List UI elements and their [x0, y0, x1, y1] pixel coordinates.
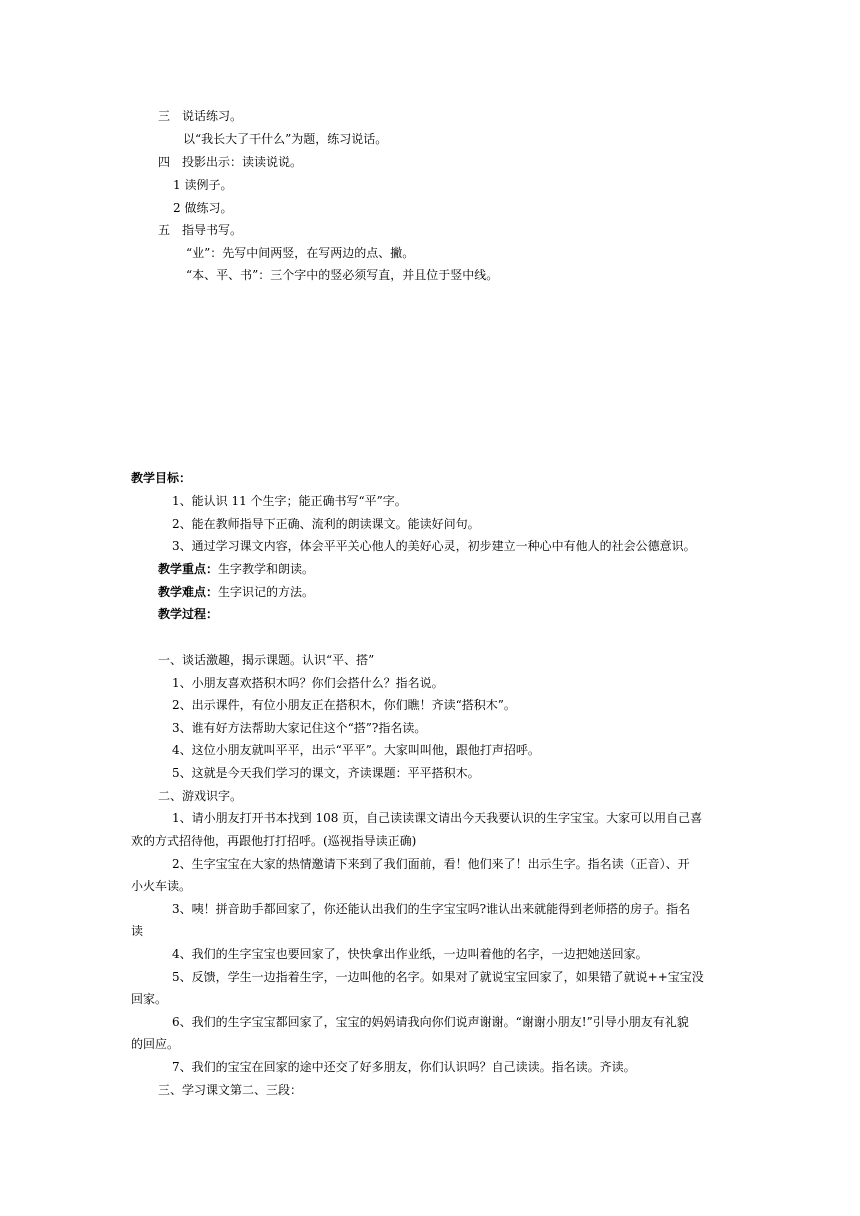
section-1-item: 5、这就是今天我们学习的课文，齐读课题：平平搭积木。 [172, 766, 480, 780]
section-4-item-2: 2 做练习。 [173, 201, 233, 215]
section-2-item-6-cont: 的回应。 [131, 1037, 180, 1051]
teaching-difficulty [158, 584, 314, 600]
section-2-item-4: 4、我们的生字宝宝也要回家了，快快拿出作业纸，一边叫着他的名字，一边把她送回家。 [172, 947, 648, 961]
teaching-goals-label: 教学目标： [131, 471, 192, 485]
section-4-heading: 四 投影出示：读读说说。 [158, 155, 303, 169]
section-1-item: 3、谁有好方法帮助大家记住这个“搭”?指名读。 [172, 721, 427, 735]
section-3-content: 以“我长大了干什么”为题，练习说话。 [183, 132, 388, 146]
section-1-heading: 一、谈话激趣，揭示课题。认识“平、搭” [158, 653, 375, 667]
section-2-item-6: 6、我们的生字宝宝都回家了，宝宝的妈妈请我向你们说声谢谢。“谢谢小朋友!”引导小朋友有礼貌 [172, 1015, 689, 1029]
key-point-label: 教学重点： [158, 562, 219, 576]
key-point-text: 生字教学和朗读。 [218, 562, 315, 576]
goal-2: 2、能在教师指导下正确、流利的朗读课文。能读好问句。 [172, 517, 480, 531]
difficulty-label: 教学难点： [158, 585, 219, 599]
difficulty-text: 生字识记的方法。 [218, 585, 315, 599]
section-3-heading: 三 说话练习。 [158, 109, 243, 123]
goal-3: 3、通过学习课文内容，体会平平关心他人的美好心灵，初步建立一种心中有他人的社会公德意识。 [172, 539, 696, 553]
section-1-item: 2、出示课件，有位小朋友正在搭积木，你们瞧！齐读“搭积木”。 [172, 698, 516, 712]
teaching-key-point [158, 561, 314, 577]
section-1-item: 1、小朋友喜欢搭积木吗？你们会搭什么？指名说。 [172, 676, 444, 690]
section-4-item-1: 1 读例子。 [173, 178, 233, 192]
section-5-heading: 五 指导书写。 [158, 223, 243, 237]
section-2-item-5-cont: 回家。 [131, 992, 168, 1006]
section-2-heading: 二、游戏识字。 [158, 789, 243, 803]
section-1-item: 4、这位小朋友就叫平平，出示“平平”。大家叫叫他，跟他打声招呼。 [172, 743, 540, 757]
section-5-line-1: “业”：先写中间两竖，在写两边的点、撇。 [186, 246, 415, 260]
section-5-line-2: “本、平、书”：三个字中的竖必须写直，并且位于竖中线。 [186, 268, 499, 282]
section-2-item-5: 5、反馈，学生一边指着生字，一边叫他的名字。如果对了就说宝宝回家了，如果错了就说++宝宝没 [172, 970, 704, 984]
section-2-item-1-cont: 欢的方式招待他，再跟他打打招呼。(巡视指导读正确) [131, 834, 417, 848]
section-2-item-3: 3、咦！拼音助手都回家了，你还能认出我们的生字宝宝吗?谁认出来就能得到老师搭的房子。指名 [172, 902, 691, 916]
section-2-item-3-cont: 读 [131, 924, 144, 938]
section-2-item-1: 1、请小朋友打开书本找到 108 页，自己读读课文请出今天我要认识的生字宝宝。大家可以用自己喜 [172, 811, 703, 825]
section-2-item-2: 2、生字宝宝在大家的热情邀请下来到了我们面前，看！他们来了！出示生字。指名读（正音）、开 [172, 857, 690, 871]
goal-1: 1、能认识 11 个生字；能正确书写“平”字。 [172, 494, 407, 508]
section-2-item-7: 7、我们的宝宝在回家的途中还交了好多朋友，你们认识吗？自己读读。指名读。齐读。 [172, 1060, 636, 1074]
section-3-study-heading: 三、学习课文第二、三段： [158, 1083, 303, 1097]
section-2-item-2-cont: 小火车读。 [131, 879, 192, 893]
teaching-process-label: 教学过程： [158, 607, 219, 621]
